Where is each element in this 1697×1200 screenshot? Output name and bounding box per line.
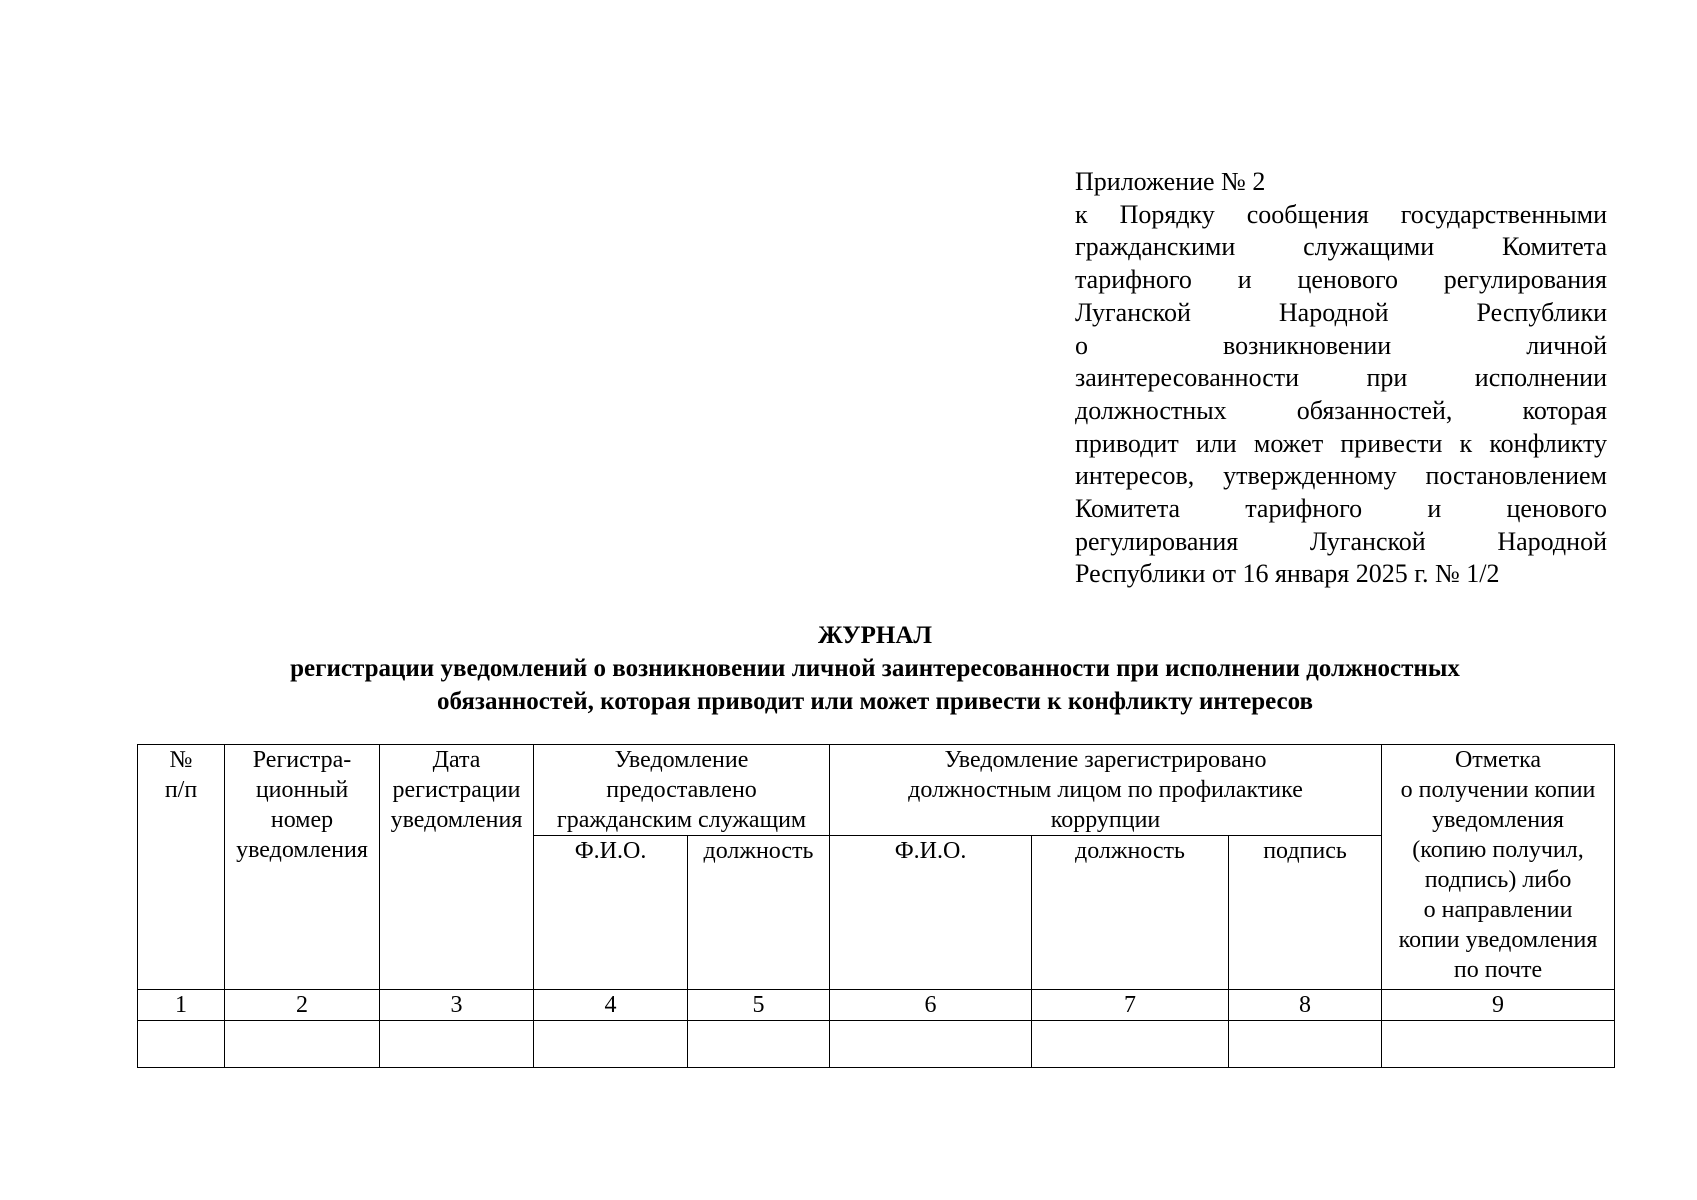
table-cell bbox=[380, 1021, 534, 1068]
column-number: 8 bbox=[1229, 990, 1382, 1021]
column-number: 2 bbox=[225, 990, 380, 1021]
appendix-block bbox=[1075, 166, 1607, 591]
appendix-line: Приложение № 2 bbox=[1075, 167, 1266, 196]
appendix-line: о возникновении личной bbox=[1075, 330, 1607, 360]
table-header-row-1 bbox=[138, 745, 1615, 836]
table-cell bbox=[830, 1021, 1032, 1068]
header-servant-position: должность bbox=[688, 836, 830, 990]
journal-table bbox=[137, 744, 1615, 1068]
journal-subtitle-line-2: обязанностей, которая приводит или может привести к конфликту интересов bbox=[437, 688, 1313, 715]
journal-title: ЖУРНАЛ bbox=[817, 622, 933, 649]
column-number: 3 bbox=[380, 990, 534, 1021]
appendix-line: регулирования Луганской Народной bbox=[1075, 526, 1607, 556]
header-number: № п/п bbox=[138, 745, 225, 990]
table-row bbox=[138, 1021, 1615, 1068]
header-copy-receipt-mark: Отметка о получении копии уведомления (копию получил, подпись) либо о направлении копии уведомления по почте bbox=[1382, 745, 1615, 990]
appendix-line: приводит или может привести к конфликту bbox=[1075, 428, 1607, 458]
column-number: 6 bbox=[830, 990, 1032, 1021]
header-official-position: должность bbox=[1032, 836, 1229, 990]
column-number: 7 bbox=[1032, 990, 1229, 1021]
appendix-line: заинтересованности при исполнении bbox=[1075, 363, 1607, 393]
header-servant-name: Ф.И.О. bbox=[534, 836, 688, 990]
appendix-line: к Порядку сообщения государственными bbox=[1075, 199, 1607, 229]
header-registered-by-official: Уведомление зарегистрировано должностным лицом по профилактике коррупции bbox=[830, 745, 1382, 836]
appendix-line: Луганской Народной Республики bbox=[1075, 297, 1607, 327]
table-cell bbox=[138, 1021, 225, 1068]
appendix-line: Республики от 16 января 2025 г. № 1/2 bbox=[1075, 559, 1500, 589]
journal-subtitle-line-1: регистрации уведомлений о возникновении личной заинтересованности при исполнении должностных bbox=[290, 655, 1460, 682]
header-registration-date: Дата регистрации уведомления bbox=[380, 745, 534, 990]
appendix-line: гражданскими служащими Комитета bbox=[1075, 232, 1607, 262]
column-number: 4 bbox=[534, 990, 688, 1021]
table-cell bbox=[1229, 1021, 1382, 1068]
table-cell bbox=[225, 1021, 380, 1068]
header-submitted-by-servant: Уведомление предоставлено гражданским служащим bbox=[534, 745, 830, 836]
column-number-row bbox=[138, 990, 1615, 1021]
table-cell bbox=[1382, 1021, 1615, 1068]
column-number: 9 bbox=[1382, 990, 1615, 1021]
header-official-signature: подпись bbox=[1229, 836, 1382, 990]
appendix-line: Комитета тарифного и ценового bbox=[1075, 494, 1607, 524]
column-number: 1 bbox=[138, 990, 225, 1021]
table-cell bbox=[1032, 1021, 1229, 1068]
appendix-line: тарифного и ценового регулирования bbox=[1075, 265, 1607, 295]
column-number: 5 bbox=[688, 990, 830, 1021]
appendix-line: должностных обязанностей, которая bbox=[1075, 395, 1607, 425]
header-registration-number: Регистра- ционный номер уведомления bbox=[225, 745, 380, 990]
header-official-name: Ф.И.О. bbox=[830, 836, 1032, 990]
table-cell bbox=[534, 1021, 688, 1068]
appendix-line: интересов, утвержденному постановлением bbox=[1075, 461, 1607, 491]
table-cell bbox=[688, 1021, 830, 1068]
